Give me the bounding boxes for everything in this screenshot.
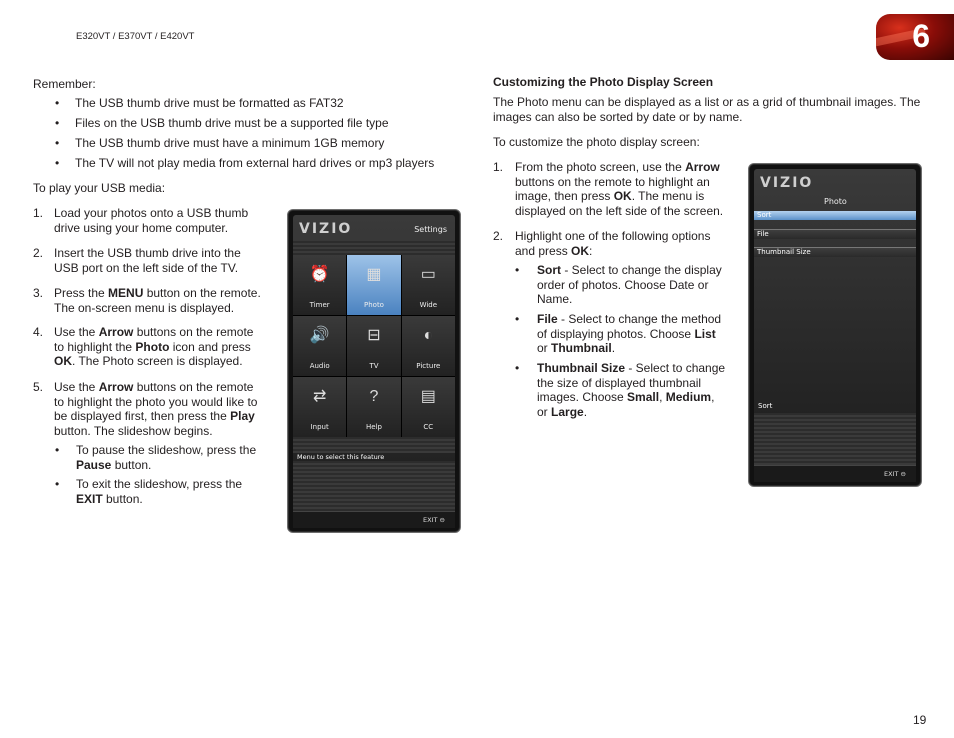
help-icon: ? bbox=[369, 388, 379, 405]
tv-icon: ⊟ bbox=[367, 327, 381, 344]
key-term: Small bbox=[627, 390, 660, 404]
step-number: 2. bbox=[33, 246, 44, 260]
step-line: order of photos. Choose Date or bbox=[537, 277, 709, 292]
tile-label: CC bbox=[423, 423, 434, 431]
key-term: Thumbnail Size bbox=[537, 361, 626, 375]
section-heading: Customizing the Photo Display Screen bbox=[493, 75, 714, 89]
step-line: buttons on the remote to highlight an bbox=[515, 174, 710, 189]
menu-title: Photo bbox=[824, 197, 847, 206]
key-term: MENU bbox=[108, 286, 144, 300]
text: . The Photo screen is displayed. bbox=[72, 354, 243, 368]
model-numbers: E320VT / E370VT / E420VT bbox=[76, 31, 195, 42]
step-5-text bbox=[54, 380, 257, 438]
key-term: Medium bbox=[665, 390, 712, 404]
exit-bar bbox=[293, 511, 455, 528]
tile-label: Timer bbox=[309, 301, 330, 309]
step-line bbox=[537, 361, 725, 376]
picture-icon: ◐ bbox=[423, 327, 434, 344]
exit-text: EXIT bbox=[423, 516, 438, 524]
key-term: OK bbox=[571, 243, 590, 258]
menu-item-thumbnail-size[interactable] bbox=[754, 247, 916, 257]
menu-info-area bbox=[293, 461, 455, 511]
step-line bbox=[54, 340, 253, 355]
list-item: • bbox=[55, 96, 60, 110]
list-item: • bbox=[55, 136, 60, 150]
exit-icon: ⊖ bbox=[439, 516, 445, 524]
tile-wide[interactable] bbox=[402, 255, 455, 315]
key-term: Photo bbox=[135, 339, 170, 354]
text: buttons on the remote bbox=[133, 380, 254, 394]
vizio-logo: VIZIO bbox=[760, 175, 814, 191]
step-line bbox=[537, 312, 721, 327]
page-number: 19 bbox=[913, 713, 927, 727]
exit-text: EXIT bbox=[884, 470, 899, 478]
tile-tv[interactable] bbox=[347, 316, 400, 376]
tile-label: Picture bbox=[416, 362, 441, 370]
menu-item-sort[interactable] bbox=[754, 211, 916, 220]
key-term: Large bbox=[551, 404, 584, 419]
photo-icon: ▦ bbox=[366, 266, 382, 283]
text: . bbox=[611, 341, 616, 355]
input-cable-icon: ⇄ bbox=[312, 388, 327, 405]
step-line bbox=[515, 160, 723, 175]
list-item: • bbox=[55, 156, 60, 170]
step-number: 3. bbox=[33, 286, 44, 300]
step-line bbox=[537, 327, 721, 342]
tile-input[interactable] bbox=[293, 377, 346, 437]
step-line bbox=[54, 325, 253, 340]
remember-item: The USB thumb drive must have a minimum 1GB memory bbox=[75, 136, 385, 150]
tv-screen bbox=[293, 215, 455, 527]
text: or bbox=[537, 341, 552, 355]
menu-item-file[interactable] bbox=[754, 229, 916, 239]
text: images can also be sorted by date or by name. bbox=[493, 109, 743, 124]
menu-gap-bar bbox=[293, 437, 455, 453]
intro-paragraph bbox=[493, 95, 920, 124]
step-line bbox=[54, 354, 253, 369]
step-line: displayed on the left side of the screen. bbox=[515, 203, 724, 218]
key-term: Sort bbox=[537, 263, 561, 277]
remember-item: The USB thumb drive must be formatted as FAT32 bbox=[75, 96, 344, 110]
step-line bbox=[76, 458, 256, 473]
step-line: Load your photos onto a USB thumb bbox=[54, 206, 249, 220]
list-item: • bbox=[55, 116, 60, 130]
menu-item-label: Thumbnail Size bbox=[757, 248, 811, 256]
text: and press bbox=[515, 243, 572, 258]
tile-cc[interactable] bbox=[402, 377, 455, 437]
key-term: Arrow bbox=[685, 160, 720, 174]
text: or bbox=[537, 404, 552, 419]
step-line: The on-screen menu is displayed. bbox=[54, 300, 235, 315]
text: - Select to change bbox=[625, 361, 726, 375]
step-number: 2. bbox=[493, 229, 504, 243]
step-line bbox=[76, 492, 242, 507]
step-number: 1. bbox=[33, 206, 44, 220]
settings-grid bbox=[293, 255, 455, 437]
text: , bbox=[659, 390, 666, 404]
exit-bullet bbox=[76, 477, 242, 506]
step-line: drive using your home computer. bbox=[54, 220, 229, 235]
exit-label[interactable] bbox=[884, 470, 906, 478]
list-item: • bbox=[55, 477, 60, 491]
step-line bbox=[537, 341, 721, 356]
key-term: Play bbox=[230, 409, 255, 423]
step-line: the size of displayed thumbnail bbox=[537, 375, 702, 390]
list-item: • bbox=[515, 263, 520, 277]
right-step-2-text bbox=[515, 229, 710, 258]
tile-picture[interactable] bbox=[402, 316, 455, 376]
step-number: 1. bbox=[493, 160, 504, 174]
tile-label: Audio bbox=[309, 362, 330, 370]
step-line bbox=[537, 405, 725, 420]
tile-label: Help bbox=[366, 423, 382, 431]
step-number: 5. bbox=[33, 380, 44, 394]
text: From the photo screen, use the bbox=[515, 160, 686, 174]
chapter-number: 6 bbox=[912, 18, 930, 54]
step-4-text bbox=[54, 325, 253, 369]
exit-icon: ⊖ bbox=[900, 470, 906, 478]
right-step-1-text bbox=[515, 160, 723, 218]
text: image, then press bbox=[515, 189, 614, 203]
selected-item-label: Sort bbox=[758, 402, 773, 410]
tile-label: Wide bbox=[419, 301, 438, 309]
tile-timer[interactable] bbox=[293, 255, 346, 315]
text: Use the bbox=[54, 380, 99, 394]
to-play-label: To play your USB media: bbox=[33, 181, 166, 195]
remember-item: The TV will not play media from external hard drives or mp3 players bbox=[75, 156, 435, 170]
tile-audio[interactable] bbox=[293, 316, 346, 376]
step-line: to highlight the photo you would like to bbox=[54, 394, 258, 409]
wide-screen-icon: ▭ bbox=[420, 266, 436, 283]
step-line: Name. bbox=[537, 292, 573, 306]
settings-menu-screenshot bbox=[287, 209, 461, 533]
text: Use the bbox=[54, 325, 99, 339]
chapter-tab bbox=[876, 14, 954, 60]
step-1-text bbox=[54, 206, 248, 235]
text: To exit the slideshow, press the bbox=[76, 477, 243, 491]
exit-bar bbox=[754, 465, 916, 482]
step-line bbox=[54, 380, 257, 395]
menu-title: Settings bbox=[414, 225, 447, 234]
menu-info-area bbox=[754, 413, 916, 465]
tile-label: TV bbox=[369, 362, 379, 370]
step-line bbox=[54, 409, 257, 424]
step-2-text bbox=[54, 246, 241, 275]
key-term: Thumbnail bbox=[551, 341, 612, 355]
key-term: Arrow bbox=[98, 380, 134, 394]
list-item: • bbox=[515, 312, 520, 326]
key-term: OK bbox=[613, 189, 632, 203]
key-term: List bbox=[694, 326, 716, 341]
key-term: File bbox=[537, 312, 558, 326]
step-line: USB port on the left side of the TV. bbox=[54, 260, 239, 275]
text: The Photo menu can be displayed as a list or as a grid of thumbnail images. The bbox=[493, 95, 921, 109]
key-term: Pause bbox=[76, 457, 112, 472]
text: be displayed first, then press the bbox=[54, 409, 231, 423]
step-line bbox=[537, 390, 725, 405]
step-line bbox=[515, 189, 723, 204]
tv-screen bbox=[754, 169, 916, 481]
customize-label: To customize the photo display screen: bbox=[493, 135, 700, 149]
option-file bbox=[537, 312, 721, 356]
text: . bbox=[583, 404, 588, 419]
vizio-logo: VIZIO bbox=[299, 221, 353, 237]
tile-label: Photo bbox=[364, 301, 384, 309]
text: , bbox=[711, 390, 715, 404]
step-number: 4. bbox=[33, 325, 44, 339]
text: - Select to change the display bbox=[561, 263, 722, 277]
pause-bullet bbox=[76, 443, 256, 472]
menu-top-bar bbox=[293, 241, 455, 255]
text: . The menu is bbox=[631, 189, 705, 203]
tile-photo[interactable] bbox=[347, 255, 400, 315]
remember-label: Remember: bbox=[33, 77, 96, 91]
key-term: OK bbox=[54, 354, 72, 368]
step-3-text bbox=[54, 286, 261, 315]
tile-help[interactable] bbox=[347, 377, 400, 437]
step-line bbox=[537, 263, 722, 278]
list-item: • bbox=[55, 443, 60, 457]
menu-item-label: File bbox=[757, 230, 769, 238]
key-term: Arrow bbox=[98, 325, 134, 339]
list-item: • bbox=[515, 361, 520, 375]
text: To pause the slideshow, press the bbox=[76, 443, 257, 457]
tile-label: Input bbox=[310, 423, 329, 431]
text: buttons on the remote bbox=[133, 325, 254, 339]
remember-list bbox=[55, 96, 475, 176]
text: of displaying photos. Choose bbox=[537, 326, 695, 341]
closed-caption-icon: ▤ bbox=[420, 388, 436, 405]
text: to highlight the bbox=[54, 339, 136, 354]
exit-label[interactable] bbox=[423, 516, 445, 524]
option-sort bbox=[537, 263, 722, 307]
step-line: Insert the USB thumb drive into the bbox=[54, 246, 241, 260]
remember-item: Files on the USB thumb drive must be a supported file type bbox=[75, 116, 389, 130]
option-thumbnail-size bbox=[537, 361, 725, 419]
text: icon and press bbox=[169, 339, 251, 354]
photo-menu-list bbox=[754, 209, 916, 399]
speaker-icon: 🔊 bbox=[309, 327, 330, 344]
text: images. Choose bbox=[537, 390, 628, 404]
text: - Select to change the method bbox=[557, 312, 722, 326]
photo-menu-screenshot bbox=[748, 163, 922, 487]
key-term: EXIT bbox=[76, 491, 103, 506]
step-line bbox=[515, 244, 710, 259]
text: Press the bbox=[54, 286, 109, 300]
menu-item-label: Sort bbox=[757, 211, 772, 219]
text: button. bbox=[102, 491, 143, 506]
text: button. bbox=[111, 457, 152, 472]
step-line: Highlight one of the following options bbox=[515, 229, 711, 243]
text: button on the remote. bbox=[143, 286, 261, 300]
status-text: Menu to select this feature bbox=[297, 453, 385, 461]
alarm-clock-icon: ⏰ bbox=[309, 266, 330, 283]
step-line: button. The slideshow begins. bbox=[54, 423, 213, 438]
step-line bbox=[54, 286, 261, 301]
text: : bbox=[589, 243, 593, 258]
